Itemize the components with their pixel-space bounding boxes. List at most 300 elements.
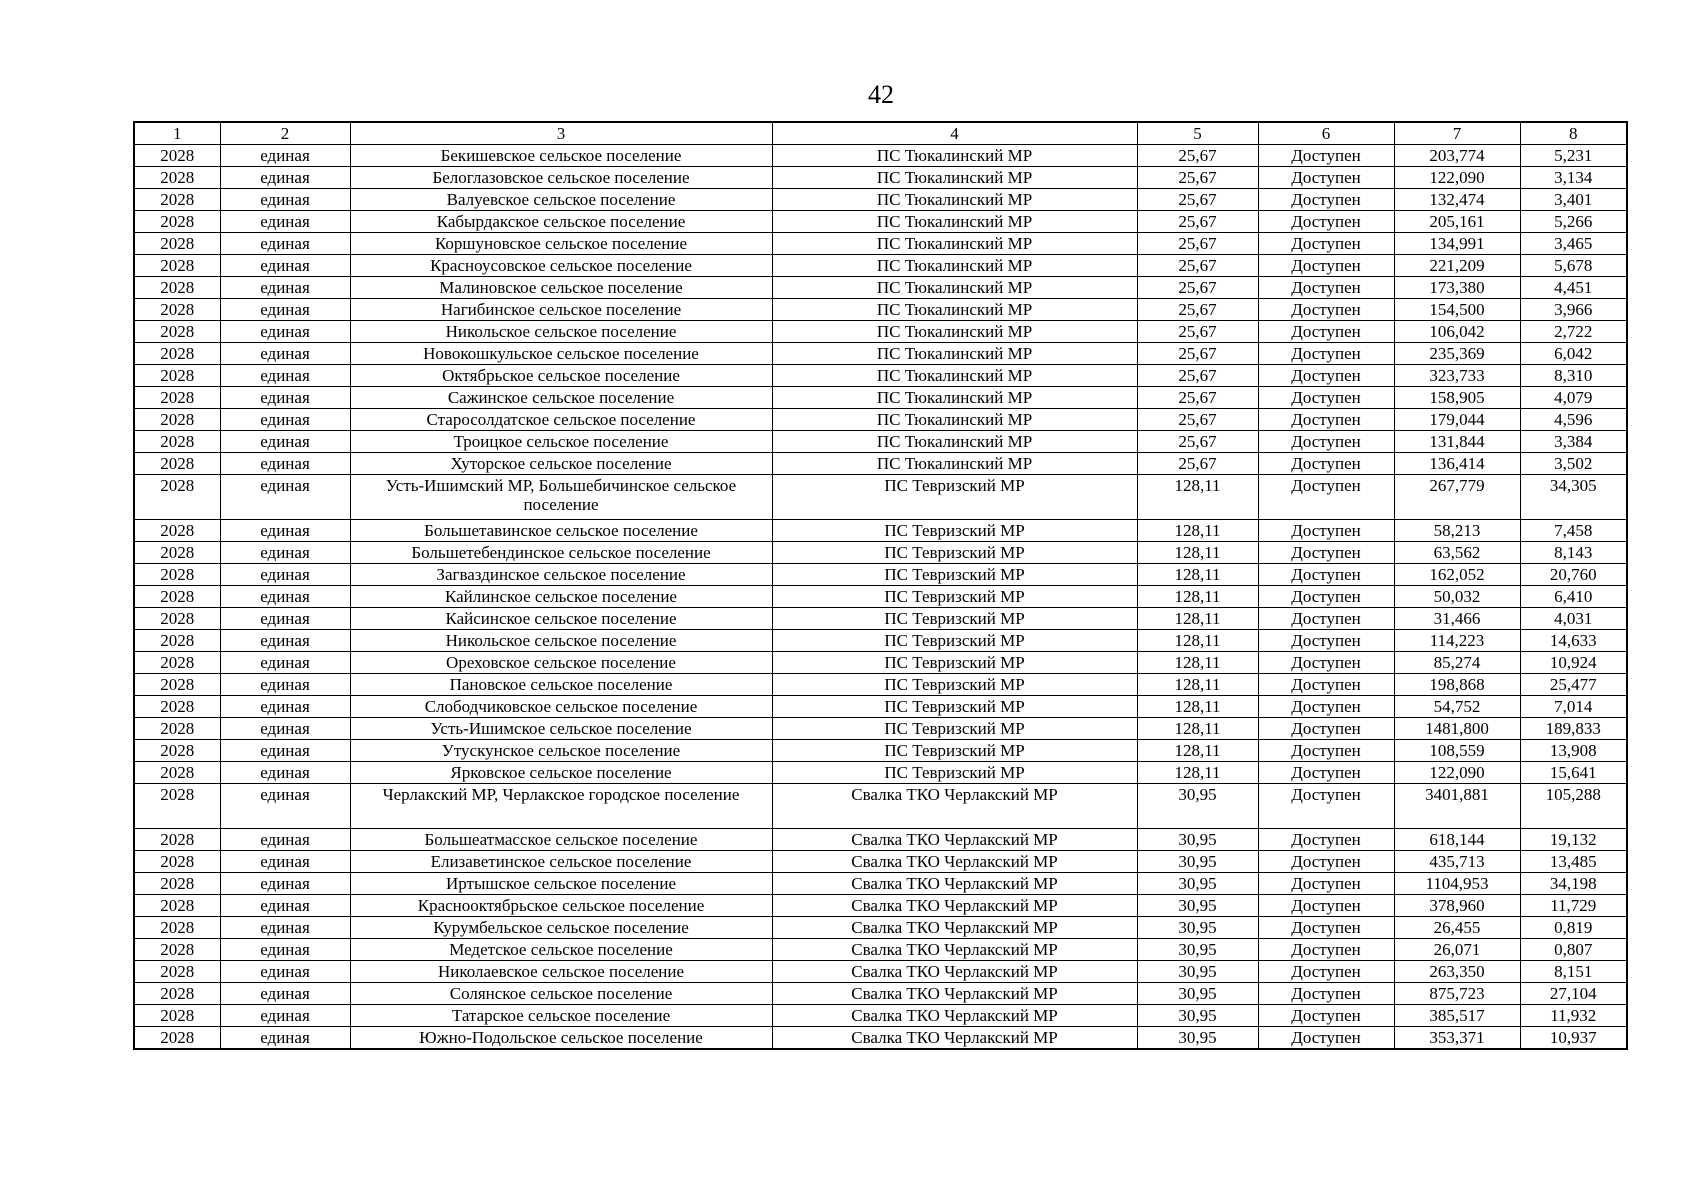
volume-cell: 385,517 xyxy=(1394,1005,1520,1027)
settlement-cell: Утускунское сельское поселение xyxy=(350,740,772,762)
table-body xyxy=(134,145,1627,1050)
settlement-cell: Кайсинское сельское поселение xyxy=(350,608,772,630)
year-cell: 2028 xyxy=(134,431,220,453)
distance-cell: 30,95 xyxy=(1137,895,1258,917)
year-cell: 2028 xyxy=(134,365,220,387)
year-cell: 2028 xyxy=(134,718,220,740)
table-row xyxy=(134,740,1627,762)
volume-cell: 63,562 xyxy=(1394,542,1520,564)
volume-cell: 173,380 xyxy=(1394,277,1520,299)
type-cell: единая xyxy=(220,740,350,762)
status-cell: Доступен xyxy=(1258,299,1394,321)
settlement-cell: Курумбельское сельское поселение xyxy=(350,917,772,939)
table-row xyxy=(134,630,1627,652)
table-row xyxy=(134,233,1627,255)
cost-cell: 8,151 xyxy=(1520,961,1627,983)
settlement-cell: Ярковское сельское поселение xyxy=(350,762,772,784)
volume-cell: 267,779 xyxy=(1394,475,1520,520)
status-cell: Доступен xyxy=(1258,409,1394,431)
year-cell: 2028 xyxy=(134,961,220,983)
status-cell: Доступен xyxy=(1258,762,1394,784)
status-cell: Доступен xyxy=(1258,829,1394,851)
facility-cell: ПС Тевризский МР xyxy=(772,718,1137,740)
status-cell: Доступен xyxy=(1258,873,1394,895)
volume-cell: 26,071 xyxy=(1394,939,1520,961)
year-cell: 2028 xyxy=(134,608,220,630)
facility-cell: ПС Тюкалинский МР xyxy=(772,189,1137,211)
volume-cell: 122,090 xyxy=(1394,762,1520,784)
cost-cell: 0,819 xyxy=(1520,917,1627,939)
cost-cell: 5,678 xyxy=(1520,255,1627,277)
volume-cell: 26,455 xyxy=(1394,917,1520,939)
year-cell: 2028 xyxy=(134,784,220,829)
table-header xyxy=(134,122,1627,145)
year-cell: 2028 xyxy=(134,255,220,277)
settlement-cell: Никольское сельское поселение xyxy=(350,321,772,343)
type-cell: единая xyxy=(220,762,350,784)
year-cell: 2028 xyxy=(134,762,220,784)
cost-cell: 19,132 xyxy=(1520,829,1627,851)
distance-cell: 25,67 xyxy=(1137,343,1258,365)
settlement-cell: Загваздинское сельское поселение xyxy=(350,564,772,586)
year-cell: 2028 xyxy=(134,277,220,299)
cost-cell: 5,231 xyxy=(1520,145,1627,167)
header-row xyxy=(134,122,1627,145)
facility-cell: ПС Тевризский МР xyxy=(772,652,1137,674)
distance-cell: 25,67 xyxy=(1137,453,1258,475)
cost-cell: 13,908 xyxy=(1520,740,1627,762)
volume-cell: 58,213 xyxy=(1394,520,1520,542)
status-cell: Доступен xyxy=(1258,608,1394,630)
facility-cell: ПС Тевризский МР xyxy=(772,542,1137,564)
cost-cell: 2,722 xyxy=(1520,321,1627,343)
facility-cell: Свалка ТКО Черлакский МР xyxy=(772,829,1137,851)
status-cell: Доступен xyxy=(1258,696,1394,718)
table-row xyxy=(134,917,1627,939)
facility-cell: ПС Тюкалинский МР xyxy=(772,233,1137,255)
year-cell: 2028 xyxy=(134,740,220,762)
volume-cell: 136,414 xyxy=(1394,453,1520,475)
distance-cell: 128,11 xyxy=(1137,696,1258,718)
table-row xyxy=(134,431,1627,453)
type-cell: единая xyxy=(220,189,350,211)
type-cell: единая xyxy=(220,299,350,321)
table-row xyxy=(134,255,1627,277)
volume-cell: 198,868 xyxy=(1394,674,1520,696)
facility-cell: ПС Тюкалинский МР xyxy=(772,277,1137,299)
distance-cell: 25,67 xyxy=(1137,321,1258,343)
cost-cell: 3,966 xyxy=(1520,299,1627,321)
type-cell: единая xyxy=(220,939,350,961)
volume-cell: 131,844 xyxy=(1394,431,1520,453)
settlement-cell: Иртышское сельское поселение xyxy=(350,873,772,895)
volume-cell: 114,223 xyxy=(1394,630,1520,652)
type-cell: единая xyxy=(220,145,350,167)
cost-cell: 27,104 xyxy=(1520,983,1627,1005)
type-cell: единая xyxy=(220,409,350,431)
cost-cell: 15,641 xyxy=(1520,762,1627,784)
facility-cell: Свалка ТКО Черлакский МР xyxy=(772,983,1137,1005)
type-cell: единая xyxy=(220,696,350,718)
type-cell: единая xyxy=(220,718,350,740)
status-cell: Доступен xyxy=(1258,431,1394,453)
status-cell: Доступен xyxy=(1258,784,1394,829)
volume-cell: 221,209 xyxy=(1394,255,1520,277)
status-cell: Доступен xyxy=(1258,1027,1394,1050)
year-cell: 2028 xyxy=(134,829,220,851)
volume-cell: 1481,800 xyxy=(1394,718,1520,740)
type-cell: единая xyxy=(220,343,350,365)
volume-cell: 162,052 xyxy=(1394,564,1520,586)
header-cell-1: 1 xyxy=(134,122,220,145)
settlement-cell: Ореховское сельское поселение xyxy=(350,652,772,674)
volume-cell: 1104,953 xyxy=(1394,873,1520,895)
table-row xyxy=(134,542,1627,564)
settlement-cell: Медетское сельское поселение xyxy=(350,939,772,961)
volume-cell: 106,042 xyxy=(1394,321,1520,343)
facility-cell: ПС Тюкалинский МР xyxy=(772,211,1137,233)
cost-cell: 105,288 xyxy=(1520,784,1627,829)
settlement-cell: Усть-Ишимское сельское поселение xyxy=(350,718,772,740)
distance-cell: 25,67 xyxy=(1137,167,1258,189)
type-cell: единая xyxy=(220,895,350,917)
status-cell: Доступен xyxy=(1258,145,1394,167)
distance-cell: 128,11 xyxy=(1137,608,1258,630)
distance-cell: 25,67 xyxy=(1137,211,1258,233)
year-cell: 2028 xyxy=(134,1027,220,1050)
table-row xyxy=(134,608,1627,630)
cost-cell: 8,143 xyxy=(1520,542,1627,564)
cost-cell: 34,305 xyxy=(1520,475,1627,520)
distance-cell: 30,95 xyxy=(1137,784,1258,829)
facility-cell: ПС Тюкалинский МР xyxy=(772,255,1137,277)
cost-cell: 25,477 xyxy=(1520,674,1627,696)
cost-cell: 4,031 xyxy=(1520,608,1627,630)
volume-cell: 132,474 xyxy=(1394,189,1520,211)
cost-cell: 34,198 xyxy=(1520,873,1627,895)
status-cell: Доступен xyxy=(1258,520,1394,542)
table-row xyxy=(134,409,1627,431)
table-row xyxy=(134,1027,1627,1050)
type-cell: единая xyxy=(220,520,350,542)
facility-cell: ПС Тюкалинский МР xyxy=(772,409,1137,431)
facility-cell: Свалка ТКО Черлакский МР xyxy=(772,939,1137,961)
distance-cell: 128,11 xyxy=(1137,564,1258,586)
settlement-cell: Краснооктябрьское сельское поселение xyxy=(350,895,772,917)
facility-cell: ПС Тюкалинский МР xyxy=(772,145,1137,167)
type-cell: единая xyxy=(220,564,350,586)
year-cell: 2028 xyxy=(134,475,220,520)
facility-cell: ПС Тюкалинский МР xyxy=(772,343,1137,365)
status-cell: Доступен xyxy=(1258,740,1394,762)
distance-cell: 25,67 xyxy=(1137,299,1258,321)
cost-cell: 3,134 xyxy=(1520,167,1627,189)
settlement-cell: Красноусовское сельское поселение xyxy=(350,255,772,277)
volume-cell: 263,350 xyxy=(1394,961,1520,983)
status-cell: Доступен xyxy=(1258,167,1394,189)
type-cell: единая xyxy=(220,211,350,233)
status-cell: Доступен xyxy=(1258,674,1394,696)
settlement-cell: Никольское сельское поселение xyxy=(350,630,772,652)
table-row xyxy=(134,453,1627,475)
distance-cell: 30,95 xyxy=(1137,1027,1258,1050)
distance-cell: 25,67 xyxy=(1137,409,1258,431)
volume-cell: 134,991 xyxy=(1394,233,1520,255)
volume-cell: 378,960 xyxy=(1394,895,1520,917)
settlement-cell: Троицкое сельское поселение xyxy=(350,431,772,453)
status-cell: Доступен xyxy=(1258,630,1394,652)
table-row xyxy=(134,829,1627,851)
facility-cell: Свалка ТКО Черлакский МР xyxy=(772,851,1137,873)
type-cell: единая xyxy=(220,983,350,1005)
cost-cell: 11,932 xyxy=(1520,1005,1627,1027)
facility-cell: ПС Тевризский МР xyxy=(772,586,1137,608)
facility-cell: ПС Тюкалинский МР xyxy=(772,365,1137,387)
status-cell: Доступен xyxy=(1258,211,1394,233)
settlement-cell: Октябрьское сельское поселение xyxy=(350,365,772,387)
settlement-cell: Коршуновское сельское поселение xyxy=(350,233,772,255)
type-cell: единая xyxy=(220,475,350,520)
cost-cell: 7,014 xyxy=(1520,696,1627,718)
cost-cell: 6,042 xyxy=(1520,343,1627,365)
type-cell: единая xyxy=(220,608,350,630)
status-cell: Доступен xyxy=(1258,189,1394,211)
year-cell: 2028 xyxy=(134,542,220,564)
table-row xyxy=(134,145,1627,167)
facility-cell: ПС Тюкалинский МР xyxy=(772,299,1137,321)
year-cell: 2028 xyxy=(134,895,220,917)
distance-cell: 30,95 xyxy=(1137,873,1258,895)
distance-cell: 30,95 xyxy=(1137,961,1258,983)
distance-cell: 128,11 xyxy=(1137,630,1258,652)
year-cell: 2028 xyxy=(134,1005,220,1027)
facility-cell: ПС Тевризский МР xyxy=(772,475,1137,520)
type-cell: единая xyxy=(220,255,350,277)
settlement-cell: Большеатмасское сельское поселение xyxy=(350,829,772,851)
status-cell: Доступен xyxy=(1258,895,1394,917)
cost-cell: 189,833 xyxy=(1520,718,1627,740)
table-row xyxy=(134,211,1627,233)
distance-cell: 128,11 xyxy=(1137,542,1258,564)
facility-cell: ПС Тевризский МР xyxy=(772,608,1137,630)
year-cell: 2028 xyxy=(134,145,220,167)
table-row xyxy=(134,277,1627,299)
status-cell: Доступен xyxy=(1258,542,1394,564)
status-cell: Доступен xyxy=(1258,1005,1394,1027)
header-cell-6: 6 xyxy=(1258,122,1394,145)
table-row xyxy=(134,961,1627,983)
table-row xyxy=(134,696,1627,718)
settlement-cell: Усть-Ишимский МР, Большебичинское сельское поселение xyxy=(350,475,772,520)
type-cell: единая xyxy=(220,1005,350,1027)
table-row xyxy=(134,189,1627,211)
status-cell: Доступен xyxy=(1258,387,1394,409)
volume-cell: 154,500 xyxy=(1394,299,1520,321)
type-cell: единая xyxy=(220,365,350,387)
cost-cell: 3,465 xyxy=(1520,233,1627,255)
year-cell: 2028 xyxy=(134,453,220,475)
table-row xyxy=(134,718,1627,740)
type-cell: единая xyxy=(220,586,350,608)
cost-cell: 8,310 xyxy=(1520,365,1627,387)
cost-cell: 10,937 xyxy=(1520,1027,1627,1050)
status-cell: Доступен xyxy=(1258,718,1394,740)
type-cell: единая xyxy=(220,674,350,696)
facility-cell: ПС Тюкалинский МР xyxy=(772,321,1137,343)
facility-cell: ПС Тевризский МР xyxy=(772,674,1137,696)
year-cell: 2028 xyxy=(134,299,220,321)
distance-cell: 128,11 xyxy=(1137,586,1258,608)
settlement-cell: Большетебендинское сельское поселение xyxy=(350,542,772,564)
year-cell: 2028 xyxy=(134,674,220,696)
year-cell: 2028 xyxy=(134,387,220,409)
type-cell: единая xyxy=(220,851,350,873)
settlement-cell: Новокошкульское сельское поселение xyxy=(350,343,772,365)
type-cell: единая xyxy=(220,167,350,189)
table-row xyxy=(134,983,1627,1005)
status-cell: Доступен xyxy=(1258,564,1394,586)
type-cell: единая xyxy=(220,431,350,453)
cost-cell: 3,384 xyxy=(1520,431,1627,453)
distance-cell: 30,95 xyxy=(1137,1005,1258,1027)
type-cell: единая xyxy=(220,542,350,564)
volume-cell: 353,371 xyxy=(1394,1027,1520,1050)
volume-cell: 618,144 xyxy=(1394,829,1520,851)
table-row xyxy=(134,299,1627,321)
distance-cell: 30,95 xyxy=(1137,939,1258,961)
volume-cell: 203,774 xyxy=(1394,145,1520,167)
status-cell: Доступен xyxy=(1258,586,1394,608)
volume-cell: 54,752 xyxy=(1394,696,1520,718)
status-cell: Доступен xyxy=(1258,321,1394,343)
facility-cell: ПС Тевризский МР xyxy=(772,762,1137,784)
volume-cell: 435,713 xyxy=(1394,851,1520,873)
table-row xyxy=(134,762,1627,784)
status-cell: Доступен xyxy=(1258,851,1394,873)
table-row xyxy=(134,475,1627,520)
facility-cell: Свалка ТКО Черлакский МР xyxy=(772,1027,1137,1050)
header-cell-8: 8 xyxy=(1520,122,1627,145)
settlement-cell: Южно-Подольское сельское поселение xyxy=(350,1027,772,1050)
year-cell: 2028 xyxy=(134,586,220,608)
distance-cell: 30,95 xyxy=(1137,917,1258,939)
cost-cell: 13,485 xyxy=(1520,851,1627,873)
type-cell: единая xyxy=(220,233,350,255)
settlement-cell: Кабырдакское сельское поселение xyxy=(350,211,772,233)
settlement-cell: Хуторское сельское поселение xyxy=(350,453,772,475)
year-cell: 2028 xyxy=(134,564,220,586)
facility-cell: Свалка ТКО Черлакский МР xyxy=(772,895,1137,917)
distance-cell: 25,67 xyxy=(1137,145,1258,167)
settlement-cell: Старосолдатское сельское поселение xyxy=(350,409,772,431)
year-cell: 2028 xyxy=(134,520,220,542)
facility-cell: ПС Тевризский МР xyxy=(772,520,1137,542)
cost-cell: 7,458 xyxy=(1520,520,1627,542)
type-cell: единая xyxy=(220,321,350,343)
cost-cell: 0,807 xyxy=(1520,939,1627,961)
volume-cell: 31,466 xyxy=(1394,608,1520,630)
year-cell: 2028 xyxy=(134,343,220,365)
table-row xyxy=(134,652,1627,674)
table-row xyxy=(134,895,1627,917)
distance-cell: 25,67 xyxy=(1137,189,1258,211)
facility-cell: ПС Тюкалинский МР xyxy=(772,167,1137,189)
year-cell: 2028 xyxy=(134,696,220,718)
table-row xyxy=(134,851,1627,873)
header-cell-5: 5 xyxy=(1137,122,1258,145)
year-cell: 2028 xyxy=(134,189,220,211)
facility-cell: Свалка ТКО Черлакский МР xyxy=(772,917,1137,939)
volume-cell: 122,090 xyxy=(1394,167,1520,189)
year-cell: 2028 xyxy=(134,167,220,189)
settlement-cell: Бекишевское сельское поселение xyxy=(350,145,772,167)
status-cell: Доступен xyxy=(1258,939,1394,961)
volume-cell: 179,044 xyxy=(1394,409,1520,431)
type-cell: единая xyxy=(220,1027,350,1050)
year-cell: 2028 xyxy=(134,321,220,343)
distance-cell: 128,11 xyxy=(1137,520,1258,542)
settlement-cell: Солянское сельское поселение xyxy=(350,983,772,1005)
table-row xyxy=(134,564,1627,586)
cost-cell: 3,401 xyxy=(1520,189,1627,211)
status-cell: Доступен xyxy=(1258,343,1394,365)
year-cell: 2028 xyxy=(134,211,220,233)
page-number: 42 xyxy=(868,80,894,109)
volume-cell: 50,032 xyxy=(1394,586,1520,608)
header-cell-2: 2 xyxy=(220,122,350,145)
distance-cell: 25,67 xyxy=(1137,365,1258,387)
settlement-cell: Сажинское сельское поселение xyxy=(350,387,772,409)
table-row xyxy=(134,939,1627,961)
table-row xyxy=(134,586,1627,608)
volume-cell: 875,723 xyxy=(1394,983,1520,1005)
type-cell: единая xyxy=(220,917,350,939)
table-row xyxy=(134,873,1627,895)
year-cell: 2028 xyxy=(134,873,220,895)
table-row xyxy=(134,365,1627,387)
header-cell-3: 3 xyxy=(350,122,772,145)
distance-cell: 25,67 xyxy=(1137,431,1258,453)
distance-cell: 25,67 xyxy=(1137,233,1258,255)
type-cell: единая xyxy=(220,961,350,983)
status-cell: Доступен xyxy=(1258,917,1394,939)
facility-cell: Свалка ТКО Черлакский МР xyxy=(772,961,1137,983)
facility-cell: Свалка ТКО Черлакский МР xyxy=(772,1005,1137,1027)
facility-cell: Свалка ТКО Черлакский МР xyxy=(772,873,1137,895)
distance-cell: 25,67 xyxy=(1137,255,1258,277)
settlement-cell: Валуевское сельское поселение xyxy=(350,189,772,211)
volume-cell: 85,274 xyxy=(1394,652,1520,674)
settlement-cell: Татарское сельское поселение xyxy=(350,1005,772,1027)
volume-cell: 205,161 xyxy=(1394,211,1520,233)
cost-cell: 14,633 xyxy=(1520,630,1627,652)
distance-cell: 128,11 xyxy=(1137,475,1258,520)
type-cell: единая xyxy=(220,387,350,409)
status-cell: Доступен xyxy=(1258,475,1394,520)
year-cell: 2028 xyxy=(134,652,220,674)
table-row xyxy=(134,321,1627,343)
facility-cell: ПС Тевризский МР xyxy=(772,696,1137,718)
facility-cell: ПС Тюкалинский МР xyxy=(772,387,1137,409)
table-row xyxy=(134,520,1627,542)
year-cell: 2028 xyxy=(134,851,220,873)
facility-cell: ПС Тюкалинский МР xyxy=(772,453,1137,475)
table-row xyxy=(134,167,1627,189)
year-cell: 2028 xyxy=(134,233,220,255)
settlement-cell: Черлакский МР, Черлакское городское поселение xyxy=(350,784,772,829)
status-cell: Доступен xyxy=(1258,961,1394,983)
header-cell-7: 7 xyxy=(1394,122,1520,145)
